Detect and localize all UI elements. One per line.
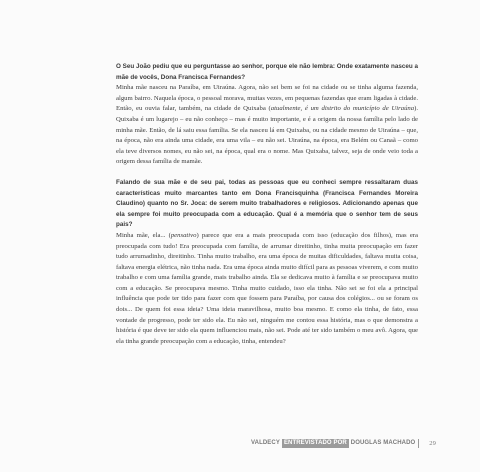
footer-interviewee: VALDECY bbox=[251, 440, 280, 446]
running-footer bbox=[251, 438, 436, 448]
footer-author: DOUGLAS MACHADO bbox=[350, 440, 416, 446]
question-1: O Seu João pediu que eu perguntasse ao senhor, porque ele não lembra: Onde exatamente nasceu a mãe de vocês, Dona Francisca Fernandes? bbox=[116, 63, 418, 81]
text-column bbox=[116, 62, 418, 347]
footer-interviewed-badge: ENTREVISTADO POR bbox=[283, 439, 347, 446]
answer-1-text-b: ). Quixaba é um lugarejo – eu não conheço – mas é muito importante, e é a origem da nossa família pelo lado de minha mãe. Então, de lá saiu essa família. Se ela nasceu lá em Quixaba, ou na cidade mesmo de Uiraúna – que, na época, não era ainda uma cidade, era uma vila – eu não sei. Uiraúna, na época, era Belém ou Canaã – como ela teve diversos nomes, eu não sei, na época, qual era o nome. Mas Quixaba, talvez, seja de onde veio toda a origem dessa família de mamãe. bbox=[116, 105, 419, 166]
answer-2 bbox=[116, 231, 418, 348]
answer-1-italic: atualmente, é um distrito do município de Uiraúna bbox=[270, 105, 415, 113]
footer-divider bbox=[418, 439, 419, 448]
answer-2-text-b: ) parece que era a mais preocupada com isso (educação dos filhos), mas era preocupada com tudo! Era preocupada com família, de arrumar direitinho, tinha muita preocupação em fazer tudo arrumadinho, direitinho. Tinha muito trabalho, era uma época de muitas dificuldades, faltava muita coisa, faltava energia elétrica, não tinha nada. Era uma época ainda muito difícil para as pessoas viverem, e com muito trabalho e com uma família grande, mais trabalho ainda. Ela se dedicava muito à família e se preocupava muito com a educação. Se preocupava mesmo. Tinha muito cuidado, isso ela tinha. Não sei se foi ela a principal influência que pode ter tido para fazer com que fossem para Paraíba, por causa dos colégios... ou se foram os dois... De quem foi essa ideia? Uma ideia maravilhosa, muito boa mesmo. E como ela tinha, de fato, essa vontade de progresso, pode ter sido ela. Eu não sei, ninguém me contou essa história, mas o que demonstra a história é que deve ter sido ela quem influenciou mais, não sei. Pode até ter sido também o meu avô. Agora, que ela tinha grande preocupação com a educação, tinha, entendeu? bbox=[116, 231, 418, 345]
answer-1 bbox=[116, 83, 418, 168]
answer-2-text-a: Minha mãe, ela... ( bbox=[116, 231, 171, 239]
answer-1-text-a: Minha mãe nasceu na Paraíba, em Uiraúna. Agora, não sei bem se foi na cidade ou se tinha alguma fazenda, algum bairro. Naquela época, o pessoal morava, muitas vezes, em pequenas fazendas que eram ligadas à cidade. Então, eu ouvia falar, também, na cidade de Quixaba ( bbox=[116, 84, 418, 113]
answer-2-italic: pensativo bbox=[170, 231, 197, 239]
paragraph-gap bbox=[116, 168, 418, 178]
question-2: Falando de sua mãe e de seu pai, todas as pessoas que eu conheci sempre ressaltaram duas características muito marcantes tanto em Dona Francisquinha (Francisca Fernandes Moreira Claudino) quanto no Sr. Joca: de serem muito trabalhadores e religiosos. Adicionando apenas que ela sempre foi muito preocupada com a educação. Qual é a memória que o senhor tem de seus pais? bbox=[116, 178, 418, 229]
page-number: 29 bbox=[429, 439, 436, 447]
